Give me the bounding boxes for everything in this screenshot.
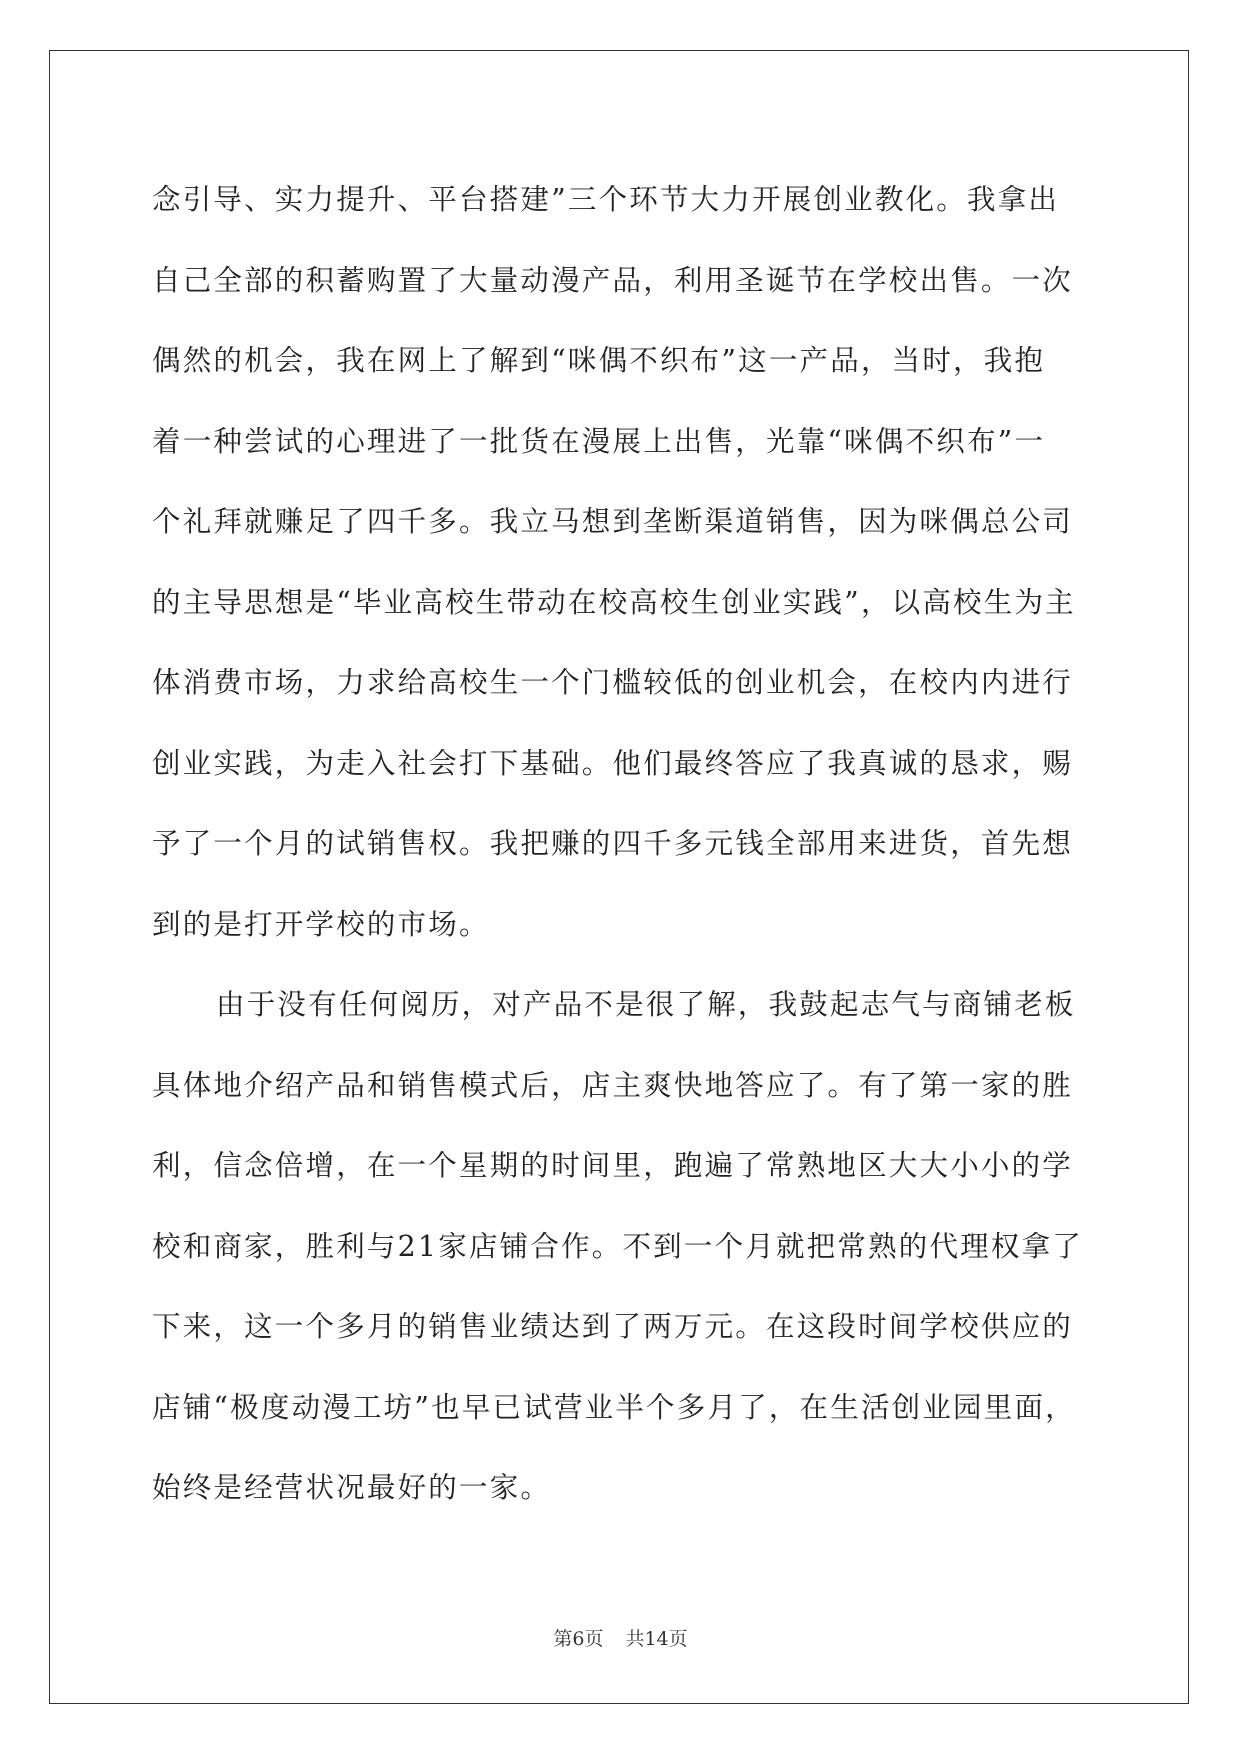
text-line: 由于没有任何阅历，对产品不是很了解，我鼓起志气与商铺老板 — [216, 988, 1076, 1021]
text-line: 体消费市场，力求给高校生一个门槛较低的创业机会，在校内内进行 — [152, 666, 1074, 699]
page-footer — [0, 1624, 1241, 1651]
text-line: 到的是打开学校的市场。 — [152, 907, 490, 941]
paragraph — [152, 160, 1092, 965]
text-line: 念引导、实力提升、平台搭建”三个环节大力开展创业教化。我拿出 — [152, 183, 1060, 216]
text-line: 着一种尝试的心理进了一批货在漫展上出售，光靠“咪偶不织布”一 — [152, 424, 1046, 458]
text-line: 始终是经营状况最好的一家。 — [152, 1471, 552, 1504]
text-line: 的主导思想是“毕业高校生带动在校高校生创业实践”，以高校生为主 — [152, 585, 1076, 619]
text-line: 予了一个月的试销售权。我把赚的四千多元钱全部用来进货，首先想 — [152, 827, 1074, 860]
text-line: 具体地介绍产品和销售模式后，店主爽快地答应了。有了第一家的胜 — [152, 1068, 1074, 1102]
text-line: 创业实践，为走入社会打下基础。他们最终答应了我真诚的恳求，赐 — [152, 746, 1074, 780]
paragraph — [152, 965, 1092, 1529]
text-line: 店铺“极度动漫工坊”也早已试营业半个多月了，在生活创业园里面， — [152, 1390, 1076, 1424]
text-line: 偶然的机会，我在网上了解到“咪偶不织布”这一产品，当时，我抱 — [152, 344, 1046, 377]
page-number: 第6页 — [553, 1628, 604, 1650]
text-line: 校和商家，胜利与21家店铺合作。不到一个月就把常熟的代理权拿了 — [152, 1229, 1083, 1263]
text-line: 利，信念倍增，在一个星期的时间里，跑遍了常熟地区大大小小的学 — [152, 1149, 1074, 1182]
document-body — [152, 160, 1092, 1529]
page-total: 共14页 — [625, 1628, 688, 1650]
text-line: 个礼拜就赚足了四千多。我立马想到垄断渠道销售，因为咪偶总公司 — [152, 505, 1074, 538]
text-line: 下来，这一个多月的销售业绩达到了两万元。在这段时间学校供应的 — [152, 1310, 1074, 1343]
text-line: 自己全部的积蓄购置了大量动漫产品，利用圣诞节在学校出售。一次 — [152, 263, 1074, 297]
